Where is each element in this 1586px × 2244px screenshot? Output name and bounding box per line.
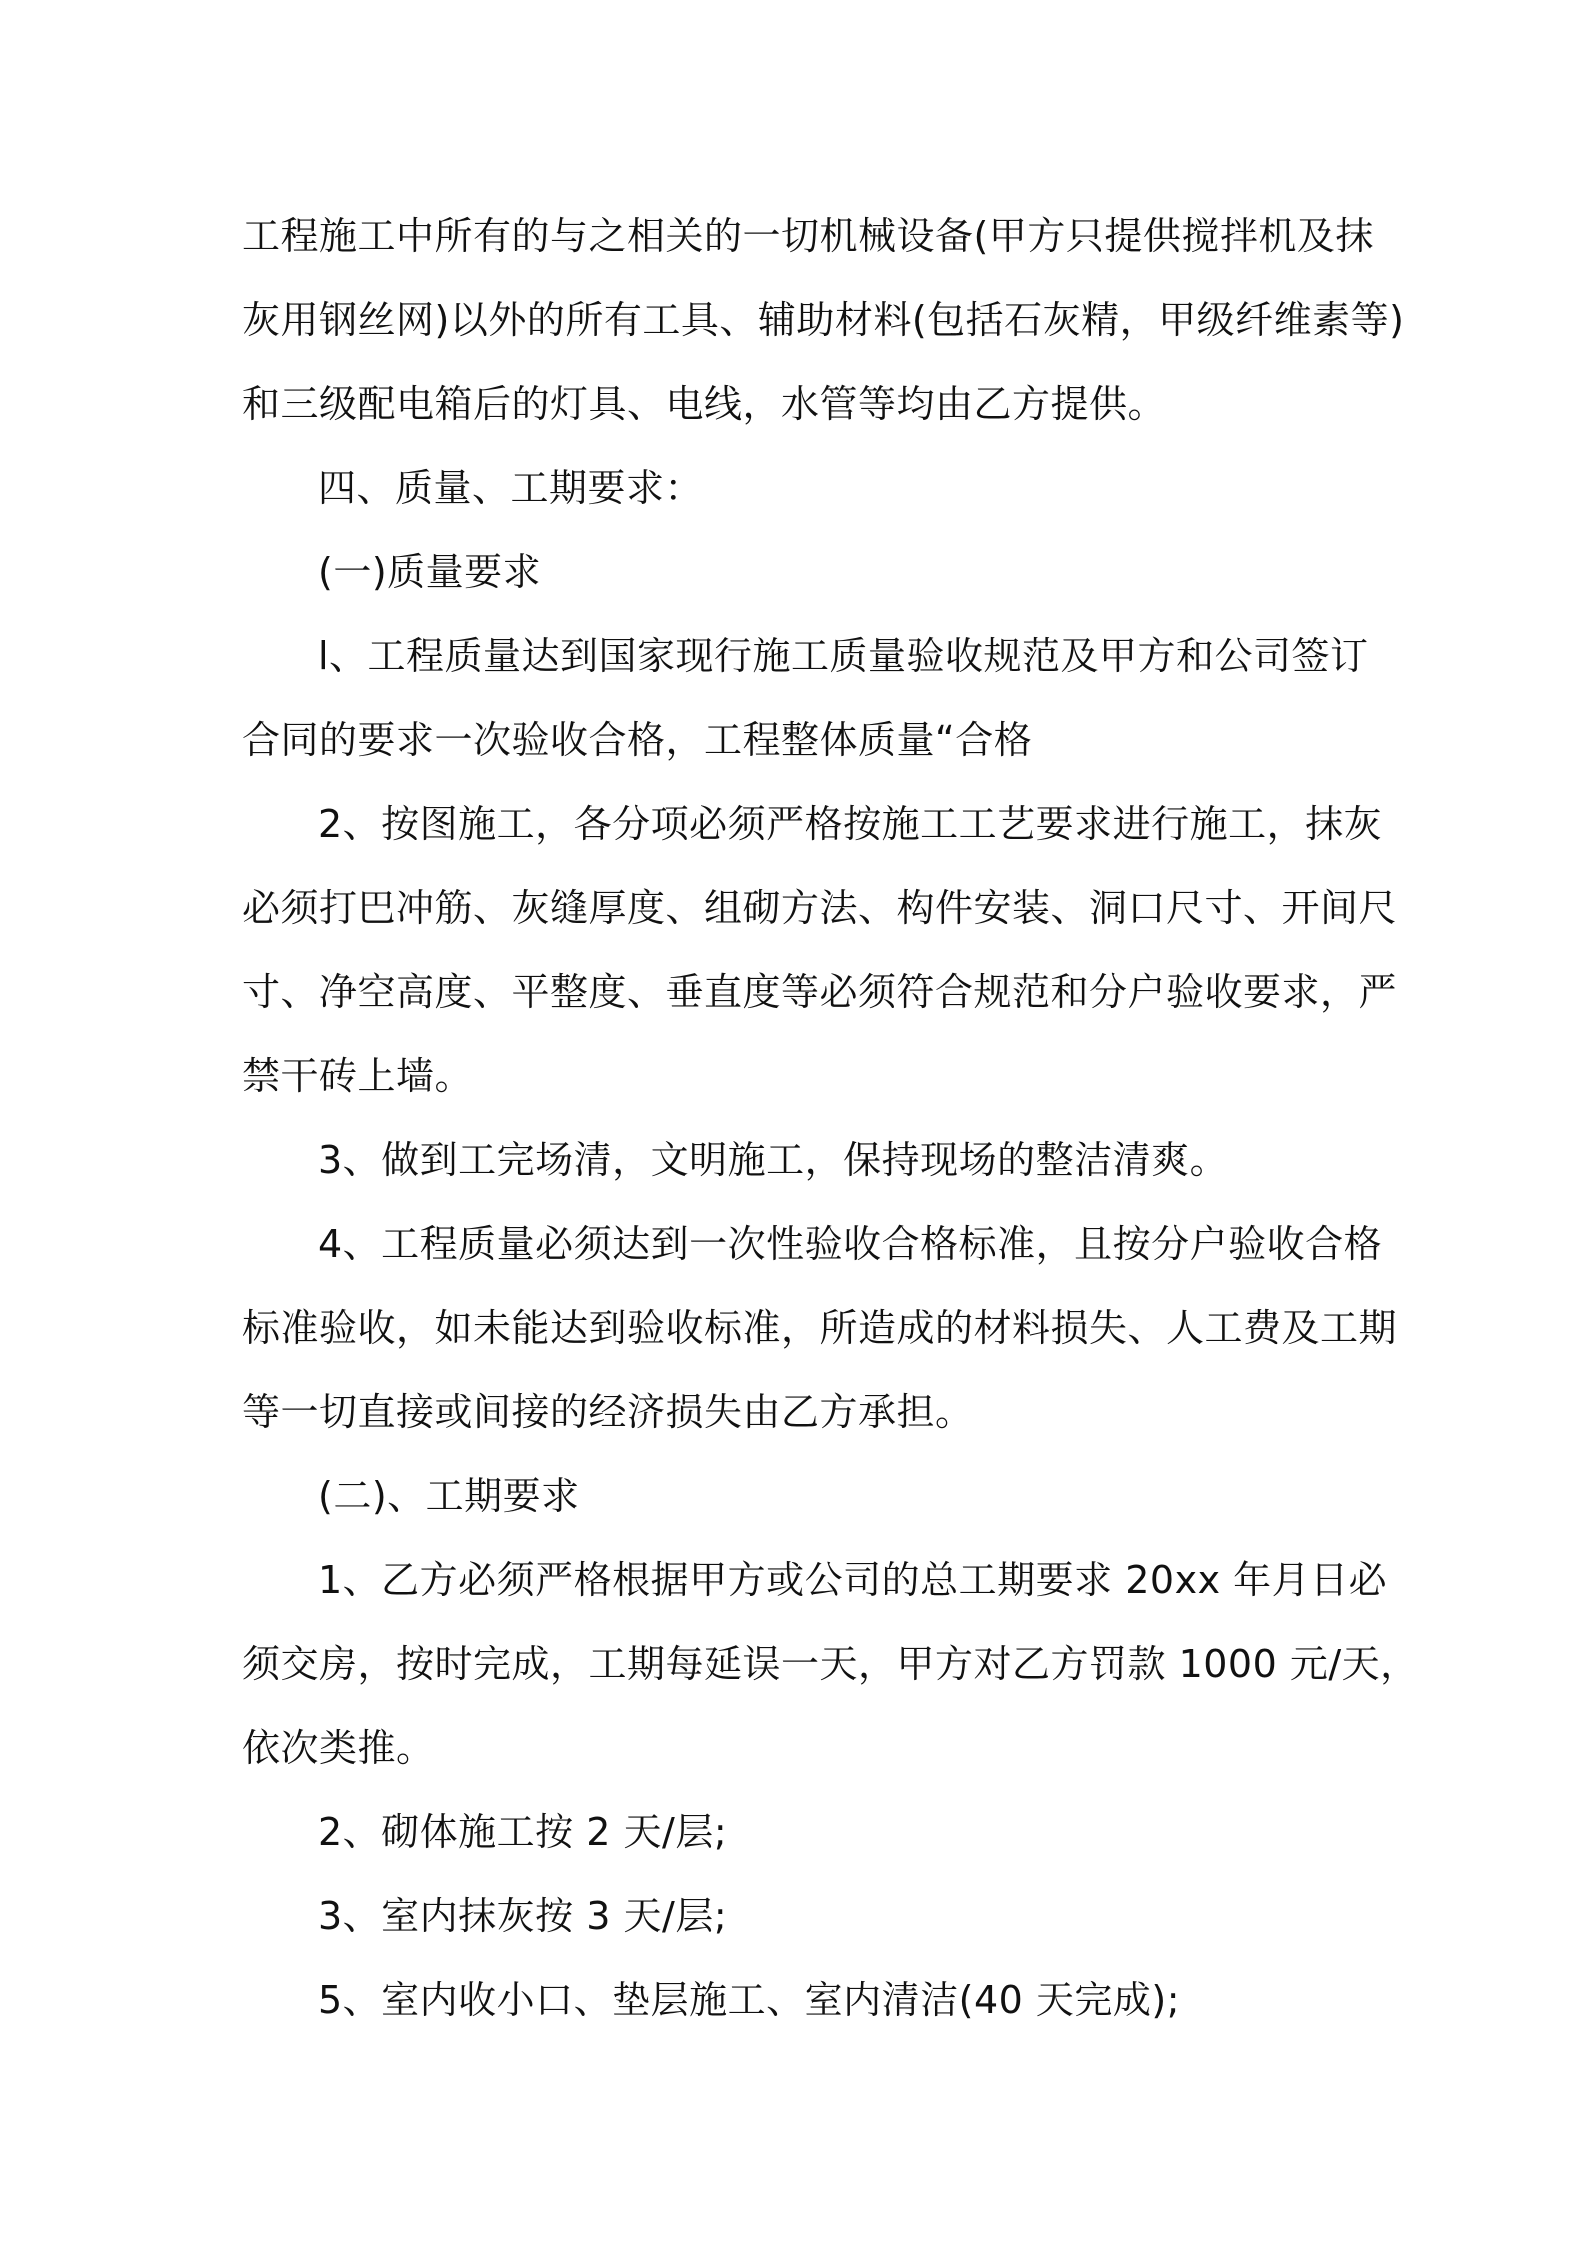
text-line: (二)、工期要求 [318,1474,580,1518]
text-line: 1、乙方必须严格根据甲方或公司的总工期要求 20xx 年月日必 [318,1558,1388,1602]
text-line: 标准验收，如未能达到验收标准，所造成的材料损失、人工费及工期 [242,1306,1398,1350]
schedule-item-2 [242,1790,1358,1874]
quality-item-1 [242,614,1369,782]
text-line: l、工程质量达到国家现行施工质量验收规范及甲方和公司签订 [318,634,1369,678]
paragraph-equipment-supply [242,194,1405,446]
text-line: 须交房，按时完成，工期每延误一天，甲方对乙方罚款 1000 元/天， [242,1642,1419,1686]
text-line: 禁干砖上墙。 [242,1054,474,1098]
document-body [242,194,1419,2042]
schedule-item-3 [242,1874,1358,1958]
schedule-item-5 [242,1958,1358,2042]
quality-item-2 [242,782,1398,1118]
text-line: 必须打巴冲筋、灰缝厚度、组砌方法、构件安装、洞口尺寸、开间尺 [242,886,1398,930]
text-line: 和三级配电箱后的灯具、电线，水管等均由乙方提供。 [242,382,1167,426]
text-line: 合同的要求一次验收合格，工程整体质量“合格 [242,718,1033,762]
quality-item-4 [242,1202,1398,1454]
text-line: 依次类推。 [242,1726,435,1770]
text-line: (一)质量要求 [318,550,542,594]
text-line: 四、质量、工期要求： [318,466,704,510]
text-line: 工程施工中所有的与之相关的一切机械设备(甲方只提供搅拌机及抹 [242,214,1374,258]
schedule-item-1 [242,1538,1419,1790]
text-line: 2、按图施工，各分项必须严格按施工工艺要求进行施工，抹灰 [318,802,1383,846]
text-line: 灰用钢丝网)以外的所有工具、辅助材料(包括石灰精，甲级纤维素等) [242,298,1405,342]
text-line: 5、室内收小口、垫层施工、室内清洁(40 天完成); [318,1978,1181,2022]
quality-item-3 [242,1118,1358,1202]
text-line: 2、砌体施工按 2 天/层; [318,1810,728,1854]
subsection-heading-schedule [242,1454,1358,1538]
text-line: 3、室内抹灰按 3 天/层; [318,1894,728,1938]
text-line: 寸、净空高度、平整度、垂直度等必须符合规范和分户验收要求，严 [242,970,1398,1014]
text-line: 3、做到工完场清，文明施工，保持现场的整洁清爽。 [318,1138,1229,1182]
text-line: 等一切直接或间接的经济损失由乙方承担。 [242,1390,974,1434]
text-line: 4、工程质量必须达到一次性验收合格标准，且按分户验收合格 [318,1222,1383,1266]
section-heading-quality-schedule [242,446,1358,530]
subsection-heading-quality [242,530,1358,614]
